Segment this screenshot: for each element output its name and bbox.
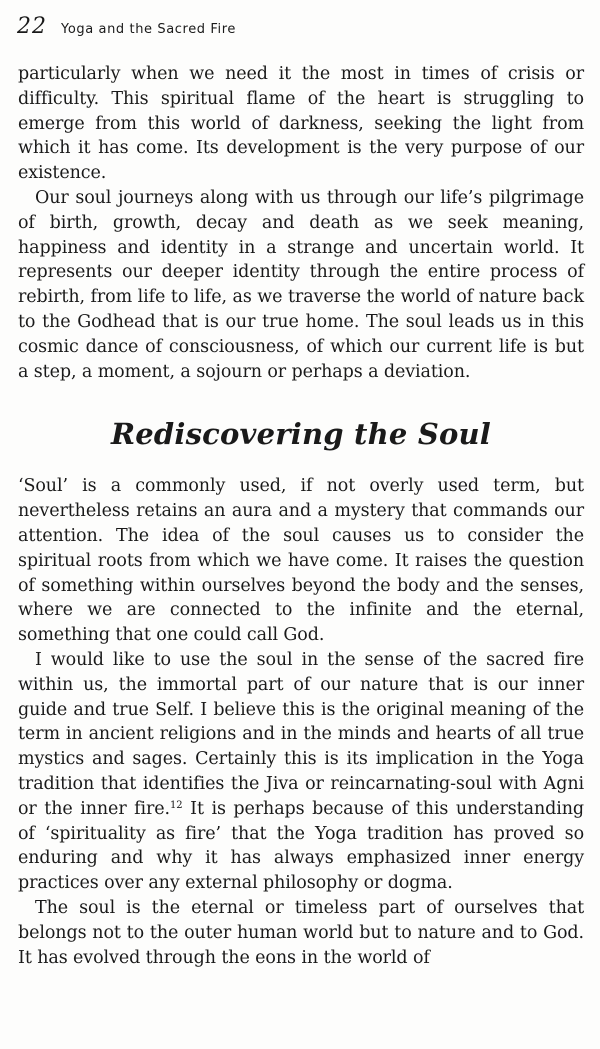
footnote-marker: 12 [170, 799, 183, 811]
running-head [17, 14, 236, 44]
running-title: Yoga and the Sacred Fire [61, 22, 236, 37]
body-text [18, 62, 584, 970]
paragraph-soul-term: ‘Soul’ is a commonly used, if not overly used term, but nevertheless retains an aura and a mystery that commands our attention. The idea of the soul causes us to consider the spiritual roots from which we have come. It raises the question of something within ourselves beyond the body and the senses, where we are connected to the infinite and the eternal, something that one could call God. [18, 476, 584, 646]
sacred-fire-text-continued: It is perhaps because of this understanding of ‘spirituality as fire’ that the Yoga tradition has proved so enduring and why it has always emphasized inner energy practices over any external philosophy or dogma. [18, 798, 584, 894]
paragraph-sacred-fire [18, 648, 584, 896]
section-heading: Rediscovering the Soul [110, 417, 492, 452]
paragraph-continued: particularly when we need it the most in times of crisis or difficulty. This spiritual flame of the heart is struggling to emerge from this world of darkness, seeking the light from which it has come. Its development is the very purpose of our existence. [18, 64, 584, 184]
page-number: 22 [17, 14, 47, 39]
paragraph-soul-journeys: Our soul journeys along with us through our life’s pilgrimage of birth, growth, decay and death as we seek meaning, happiness and identity in a strange and uncertain world. It represents our deeper identity through the entire process of rebirth, from life to life, as we traverse the world of nature back to the Godhead that is our true home. The soul leads us in this cosmic dance of consciousness, of which our current life is but a step, a moment, a sojourn or perhaps a deviation. [18, 187, 584, 382]
paragraph-eternal-part: The soul is the eternal or timeless part of ourselves that belongs not to the outer human world but to nature and to God. It has evolved through the eons in the world of [18, 897, 584, 968]
sacred-fire-text: I would like to use the soul in the sense of the sacred fire within us, the immortal part of our nature that is our inner guide and true Self. I believe this is the original meaning of the term in ancient religions and in the minds and hearts of all true mystics and sages. Certainly this is its implication in the Yoga tradition that identifies the Jiva or reincarnating-soul with Agni or the inner fire. [18, 649, 584, 819]
